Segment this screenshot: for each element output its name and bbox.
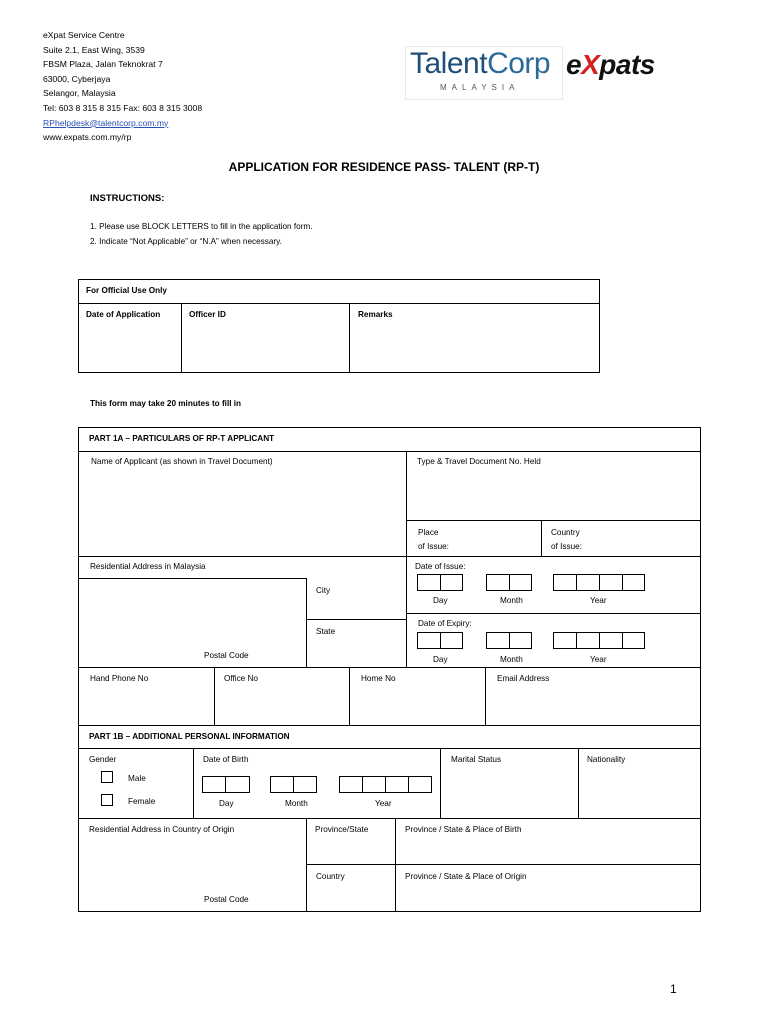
postal-code-label: Postal Code	[204, 651, 249, 660]
applicant-name-field[interactable]	[80, 470, 404, 554]
place-of-birth-label: Province / State & Place of Birth	[405, 825, 522, 834]
officer-id-label: Officer ID	[189, 310, 226, 319]
expiry-month-label: Month	[500, 655, 523, 664]
website-url: www.expats.com.my/rp	[43, 132, 132, 143]
travel-doc-field[interactable]	[408, 470, 698, 518]
part1a-heading: PART 1A – PARTICULARS OF RP-T APPLICANT	[89, 434, 275, 443]
birth-month-label: Month	[285, 799, 308, 808]
country-of-issue-label: Country	[551, 528, 580, 537]
email-link[interactable]: RPhelpdesk@talentcorp.com.my	[43, 117, 169, 128]
hand-phone-label: Hand Phone No	[90, 674, 149, 683]
home-no-label: Home No	[361, 674, 396, 683]
logo-corp-text: Corp	[487, 47, 551, 80]
country-of-issue-sublabel: of Issue:	[551, 542, 582, 551]
birth-day-boxes[interactable]	[202, 776, 250, 793]
expats-logo-e: e	[566, 49, 582, 80]
marital-status-label: Marital Status	[451, 755, 502, 764]
date-of-birth-label: Date of Birth	[203, 755, 249, 764]
expats-logo-x: X	[581, 49, 600, 80]
birth-day-label: Day	[219, 799, 234, 808]
page-number: 1	[670, 982, 677, 996]
office-no-label: Office No	[224, 674, 258, 683]
address-line: Selangor, Malaysia	[43, 88, 116, 99]
expiry-year-label: Year	[590, 655, 607, 664]
address-line: Tel: 603 8 315 8 315 Fax: 603 8 315 3008	[43, 102, 203, 113]
issue-month-label: Month	[500, 596, 523, 605]
female-checkbox[interactable]	[101, 794, 113, 806]
female-label: Female	[128, 797, 156, 806]
residential-address-label: Residential Address in Malaysia	[90, 562, 206, 571]
expats-logo-rest: pats	[599, 49, 655, 80]
address-origin-label: Residential Address in Country of Origin	[89, 825, 235, 834]
gender-label: Gender	[89, 755, 117, 764]
official-use-heading: For Official Use Only	[86, 286, 167, 295]
city-label: City	[316, 586, 331, 595]
travel-doc-label: Type & Travel Document No. Held	[417, 457, 541, 466]
expiry-day-label: Day	[433, 655, 448, 664]
part1b-heading: PART 1B – ADDITIONAL PERSONAL INFORMATION	[89, 732, 290, 741]
origin-postal-code-label: Postal Code	[204, 895, 249, 904]
date-of-expiry-label: Date of Expiry:	[418, 619, 472, 628]
email-address-label: Email Address	[497, 674, 550, 683]
country-label: Country	[316, 872, 345, 881]
logo-talent-text: Talent	[410, 47, 488, 80]
expats-logo	[566, 49, 655, 81]
address-line: FBSM Plaza, Jalan Teknokrat 7	[43, 59, 163, 70]
address-line: 63000, Cyberjaya	[43, 73, 111, 84]
date-of-issue-label: Date of Issue:	[415, 562, 466, 571]
time-note: This form may take 20 minutes to fill in	[90, 399, 242, 408]
state-label: State	[316, 627, 336, 636]
male-label: Male	[128, 774, 146, 783]
instruction-item: 2. Indicate “Not Applicable” or “N.A” when necessary.	[90, 237, 282, 246]
issue-day-label: Day	[433, 596, 448, 605]
place-of-issue-label: Place	[418, 528, 439, 537]
address-line: eXpat Service Centre	[43, 30, 125, 40]
place-of-origin-label: Province / State & Place of Origin	[405, 872, 527, 881]
male-checkbox[interactable]	[101, 771, 113, 783]
place-of-issue-sublabel: of Issue:	[418, 542, 449, 551]
instructions-heading: INSTRUCTIONS:	[90, 193, 165, 204]
province-state-label: Province/State	[315, 825, 369, 834]
remarks-label: Remarks	[358, 310, 393, 319]
date-of-application-label: Date of Application	[86, 310, 161, 319]
address-line: Suite 2.1, East Wing, 3539	[43, 44, 145, 55]
applicant-name-label: Name of Applicant (as shown in Travel Document)	[91, 457, 273, 466]
birth-year-label: Year	[375, 799, 392, 808]
talentcorp-logo	[405, 46, 563, 100]
residential-address-field[interactable]	[80, 580, 304, 646]
nationality-label: Nationality	[587, 755, 626, 764]
issue-year-label: Year	[590, 596, 607, 605]
office-address	[43, 28, 202, 145]
logo-malaysia-text: MALAYSIA	[440, 83, 520, 92]
form-title: APPLICATION FOR RESIDENCE PASS- TALENT (RP-T)	[228, 160, 540, 174]
instruction-item: 1. Please use BLOCK LETTERS to fill in the application form.	[90, 222, 313, 231]
